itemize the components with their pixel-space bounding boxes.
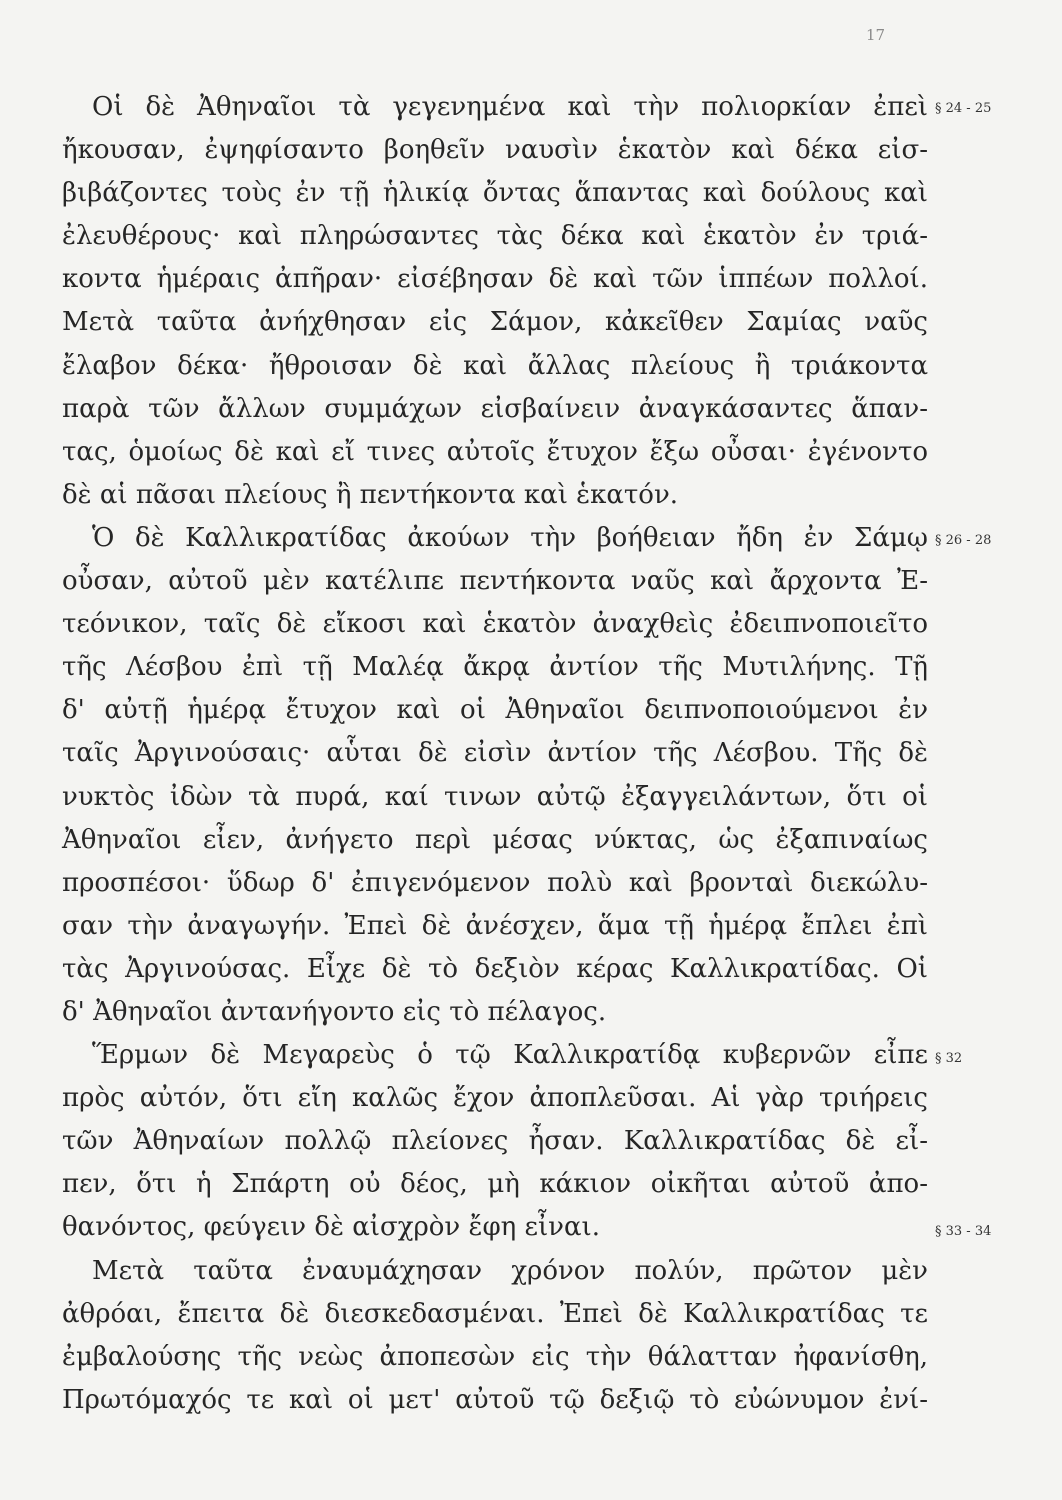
- text-line: πρὸς αὐτόν, ὅτι εἴη καλῶς ἔχον ἀποπλεῦσαι. Αἱ γὰρ τριήρεις: [62, 1083, 928, 1114]
- text-line: ἀθρόαι, ἔπειτα δὲ διεσκεδασμέναι. Ἐπεὶ δὲ Καλλικρατίδας τε: [62, 1298, 928, 1329]
- text-line: Ὁ δὲ Καλλικρατίδας ἀκούων τὴν βοήθειαν ἤδη ἐν Σάμῳ: [92, 522, 928, 553]
- text-line: σαν τὴν ἀναγωγήν. Ἐπεὶ δὲ ἀνέσχεν, ἅμα τῇ ἡμέρᾳ ἔπλει ἐπὶ: [62, 910, 928, 941]
- text-line: τῆς Λέσβου ἐπὶ τῇ Μαλέᾳ ἄκρᾳ ἀντίον τῆς Μυτιλήνης. Τῇ: [62, 652, 928, 683]
- section-reference: § 33 - 34: [935, 1224, 992, 1239]
- text-line: οὖσαν, αὐτοῦ μὲν κατέλιπε πεντήκοντα ναῦς καὶ ἄρχοντα Ἐ-: [62, 566, 928, 597]
- text-line: δὲ αἱ πᾶσαι πλείους ἢ πεντήκοντα καὶ ἑκατόν.: [62, 479, 679, 510]
- text-line: Ἀθηναῖοι εἶεν, ἀνήγετο περὶ μέσας νύκτας, ὡς ἐξαπιναίως: [62, 824, 928, 855]
- section-reference: § 32: [935, 1051, 963, 1066]
- text-line: τὰς Ἀργινούσας. Εἶχε δὲ τὸ δεξιὸν κέρας Καλλικρατίδας. Οἱ: [62, 953, 928, 984]
- text-line: Ἕρμων δὲ Μεγαρεὺς ὁ τῷ Καλλικρατίδᾳ κυβερνῶν εἶπε: [92, 1040, 928, 1071]
- text-line: ἐλευθέρους· καὶ πληρώσαντες τὰς δέκα καὶ ἑκατὸν ἐν τριά-: [62, 221, 928, 252]
- text-line: τας, ὁμοίως δὲ καὶ εἴ τινες αὐτοῖς ἔτυχον ἔξω οὖσαι· ἐγένοντο: [62, 436, 928, 467]
- text-line: τεόνικον, ταῖς δὲ εἴκοσι καὶ ἑκατὸν ἀναχθεὶς ἐδειπνοποιεῖτο: [62, 609, 928, 640]
- text-line: Οἱ δὲ Ἀθηναῖοι τὰ γεγενημένα καὶ τὴν πολιορκίαν ἐπεὶ: [92, 92, 928, 122]
- text-line: πεν, ὅτι ἡ Σπάρτη οὐ δέος, μὴ κάκιον οἰκῆται αὐτοῦ ἀπο-: [62, 1169, 928, 1200]
- page-number: 17: [866, 26, 886, 44]
- section-reference: § 26 - 28: [935, 533, 992, 548]
- text-line: ἤκουσαν, ἐψηφίσαντο βοηθεῖν ναυσὶν ἑκατὸν καὶ δέκα εἰσ-: [62, 135, 928, 166]
- text-line: προσπέσοι· ὕδωρ δ' ἐπιγενόμενον πολὺ καὶ βρονταὶ διεκώλυ-: [62, 867, 928, 898]
- text-line: Μετὰ ταῦτα ἀνήχθησαν εἰς Σάμον, κἀκεῖθεν Σαμίας ναῦς: [62, 307, 928, 338]
- text-line: δ' Ἀθηναῖοι ἀντανήγοντο εἰς τὸ πέλαγος.: [62, 996, 607, 1027]
- text-line: ἔλαβον δέκα· ἤθροισαν δὲ καὶ ἄλλας πλείους ἢ τριάκοντα: [62, 350, 928, 381]
- text-line: κοντα ἡμέραις ἀπῆραν· εἰσέβησαν δὲ καὶ τῶν ἱππέων πολλοί.: [62, 264, 928, 295]
- text-line: Πρωτόμαχός τε καὶ οἱ μετ' αὐτοῦ τῷ δεξιῷ τὸ εὐώνυμον ἐνί-: [62, 1384, 928, 1415]
- text-line: ταῖς Ἀργινούσαις· αὗται δὲ εἰσὶν ἀντίον τῆς Λέσβου. Τῆς δὲ: [62, 738, 928, 769]
- text-line: τῶν Ἀθηναίων πολλῷ πλείονες ἦσαν. Καλλικρατίδας δὲ εἶ-: [62, 1126, 928, 1157]
- body-text: [62, 86, 928, 1422]
- text-line: θανόντος, φεύγειν δὲ αἰσχρὸν ἔφη εἶναι.: [62, 1212, 600, 1243]
- text-line: Μετὰ ταῦτα ἐναυμάχησαν χρόνον πολύν, πρῶτον μὲν: [92, 1255, 928, 1286]
- text-line: παρὰ τῶν ἄλλων συμμάχων εἰσβαίνειν ἀναγκάσαντες ἅπαν-: [62, 393, 928, 424]
- text-line: δ' αὐτῇ ἡμέρᾳ ἔτυχον καὶ οἱ Ἀθηναῖοι δειπνοποιούμενοι ἐν: [62, 695, 928, 726]
- text-line: ἐμβαλούσης τῆς νεὼς ἀποπεσὼν εἰς τὴν θάλατταν ἠφανίσθη,: [62, 1341, 928, 1372]
- section-reference: § 24 - 25: [935, 101, 992, 116]
- text-line: νυκτὸς ἰδὼν τὰ πυρά, καί τινων αὐτῷ ἐξαγγειλάντων, ὅτι οἱ: [62, 781, 928, 812]
- text-line: βιβάζοντες τοὺς ἐν τῇ ἡλικίᾳ ὄντας ἅπαντας καὶ δούλους καὶ: [62, 178, 928, 209]
